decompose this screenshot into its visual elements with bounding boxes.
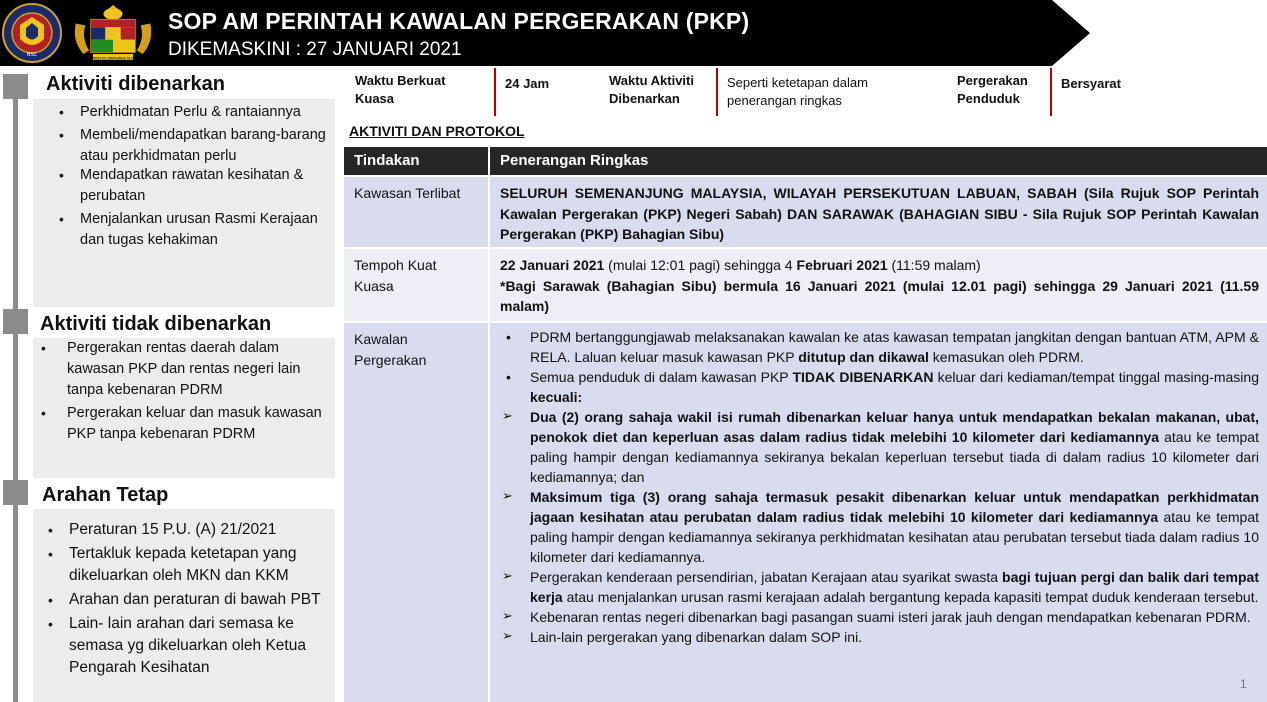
red-separator xyxy=(1050,68,1052,116)
list-item: • Pergerakan rentas daerah dalam kawasan PKP dan rentas negeri lain tanpa kebenaran PDRM xyxy=(28,338,333,401)
malaysia-coat-of-arms-icon xyxy=(70,3,156,63)
list-item: • Semua penduduk di dalam kawasan PKP TIDAK DIBENARKAN keluar dari kediaman/tempat tinggal masing-masing kecuali: xyxy=(500,367,1259,407)
page-number: 1 xyxy=(1240,677,1247,691)
waktu-aktiviti-label: Waktu Aktiviti Dibenarkan xyxy=(609,73,694,106)
allowed-title: Aktiviti dibenarkan xyxy=(46,73,229,96)
table-header-cell: Tindakan xyxy=(344,147,488,175)
list-item: ➢ Maksimum tiga (3) orang sahaja termasuk pesakit dibenarkan keluar untuk mendapatkan perkhidmatan jagaan kesihatan atau perubatan dalam radius tidak melebihi 10 kilometer dari kediamannya atau ke tempat paling hampir dengan kediamannya sekiranya perkhidmatan kesihatan atau perubatan tersebut tiada dalam radius 10 kilometer dari kediamannya. xyxy=(500,487,1259,567)
waktu-berkuat-kuasa-label: Waktu Berkuat Kuasa xyxy=(355,73,446,106)
nsc-emblem-icon xyxy=(2,3,62,63)
pergerakan-penduduk-value: Bersyarat xyxy=(1061,76,1121,91)
list-item: • Mendapatkan rawatan kesihatan & perubatan xyxy=(46,165,336,207)
list-item: • Pergerakan keluar dan masuk kawasan PKP tanpa kebenaran PDRM xyxy=(28,403,333,445)
svg-text:BERSEKUTU BERTAMBAH MUTU: BERSEKUTU BERTAMBAH MUTU xyxy=(90,55,136,60)
list-item: • Lain- lain arahan dari semasa ke semasa yg dikeluarkan oleh Ketua Pengarah Kesihatan xyxy=(35,613,335,679)
list-item: ➢ Pergerakan kenderaan persendirian, jabatan Kerajaan atau syarikat swasta bagi tujuan pergi dan balik dari tempat kerja atau menjalankan urusan rasmi kerajaan adalah bergantung kepada kapasiti tempat duduk kenderaan tersebut. xyxy=(500,567,1259,607)
pergerakan-penduduk-label: Pergerakan Penduduk xyxy=(957,73,1028,106)
table-cell xyxy=(490,249,1267,321)
not-allowed-list xyxy=(28,338,333,445)
allowed-marker xyxy=(3,74,28,99)
list-item: ➢ Dua (2) orang sahaja wakil isi rumah dibenarkan keluar hanya untuk mendapatkan bekalan makanan, ubat, penokok diet dan keperluan asas dalam radius tidak melebihi 10 kilometer dari kediamannya atau ke tempat paling hampir dengan kediamannya sekiranya bekalan keperluan tersebut tiada di dalam radius 10 kilometer dari kediamannya; dan xyxy=(500,407,1259,487)
timeline-line xyxy=(13,75,18,702)
table-header-row xyxy=(344,147,1267,175)
svg-text:NSC: NSC xyxy=(26,52,38,58)
tempoh-line-1: 22 Januari 2021 (mulai 12:01 pagi) sehingga 4 Februari 2021 (11:59 malam) xyxy=(500,257,981,273)
list-item: ➢ Kebenaran rentas negeri dibenarkan bagi pasangan suami isteri jarak jauh dengan mendapatkan kebenaran PDRM. xyxy=(500,607,1259,627)
list-item: • Arahan dan peraturan di bawah PBT xyxy=(35,589,335,611)
table-header-cell: Penerangan Ringkas xyxy=(490,147,1267,175)
allowed-list-wrap xyxy=(46,102,336,253)
directives-marker xyxy=(3,480,28,505)
directives-title: Arahan Tetap xyxy=(42,484,172,507)
waktu-berkuat-kuasa-value: 24 Jam xyxy=(505,76,550,91)
directives-list xyxy=(35,519,335,679)
not-allowed-marker xyxy=(3,309,28,334)
allowed-list xyxy=(46,102,336,251)
list-item: • Tertakluk kepada ketetapan yang dikeluarkan oleh MKN dan KKM xyxy=(35,543,335,587)
section-heading: AKTIVITI DAN PROTOKOL xyxy=(349,123,525,139)
table-cell: Kawasan Terlibat xyxy=(344,177,488,247)
table-cell: Tempoh Kuat Kuasa xyxy=(344,249,488,321)
list-item: • Peraturan 15 P.U. (A) 21/2021 xyxy=(35,519,335,541)
list-item: • PDRM bertanggungjawab melaksanakan kawalan ke atas kawasan tempatan jangkitan dengan bantuan ATM, APM & RELA. Laluan keluar masuk kawasan PKP ditutup dan dikawal kemasukan oleh PDRM. xyxy=(500,327,1259,367)
page-title: SOP AM PERINTAH KAWALAN PERGERAKAN (PKP) xyxy=(168,8,750,34)
page-subtitle: DIKEMASKINI : 27 JANUARI 2021 xyxy=(168,39,462,60)
list-item: ➢ Lain-lain pergerakan yang dibenarkan dalam SOP ini. xyxy=(500,627,1259,647)
table-cell: Kawalan Pergerakan xyxy=(344,323,488,702)
directives-list-wrap xyxy=(35,519,335,681)
red-separator xyxy=(716,68,718,116)
kawalan-list xyxy=(500,327,1259,647)
not-allowed-title: Aktiviti tidak dibenarkan xyxy=(40,313,275,336)
table-row xyxy=(344,177,1267,247)
list-item: • Perkhidmatan Perlu & rantaiannya xyxy=(46,102,336,123)
table-row xyxy=(344,323,1267,702)
table-row xyxy=(344,249,1267,321)
tempoh-line-2: *Bagi Sarawak (Bahagian Sibu) bermula 16 Januari 2021 (mulai 12.01 pagi) sehingga 29 Januari 2021 (11.59 malam) xyxy=(500,277,1259,314)
red-separator xyxy=(494,68,496,116)
list-item: • Menjalankan urusan Rasmi Kerajaan dan tugas kehakiman xyxy=(46,209,336,251)
table-cell: SELURUH SEMENANJUNG MALAYSIA, WILAYAH PERSEKUTUAN LABUAN, SABAH (Sila Rujuk SOP Perintah Kawalan Pergerakan (PKP) Negeri Sabah) DAN SARAWAK (BAHAGIAN SIBU - Sila Rujuk SOP Perintah Kawalan Pergerakan (PKP) Bahagian Sibu) xyxy=(490,177,1267,247)
waktu-aktiviti-value: Seperti ketetapan dalam penerangan ringkas xyxy=(727,75,868,108)
table-cell xyxy=(490,323,1267,702)
list-item: • Membeli/mendapatkan barang-barang atau perkhidmatan perlu xyxy=(46,125,336,167)
not-allowed-list-wrap xyxy=(28,338,333,447)
